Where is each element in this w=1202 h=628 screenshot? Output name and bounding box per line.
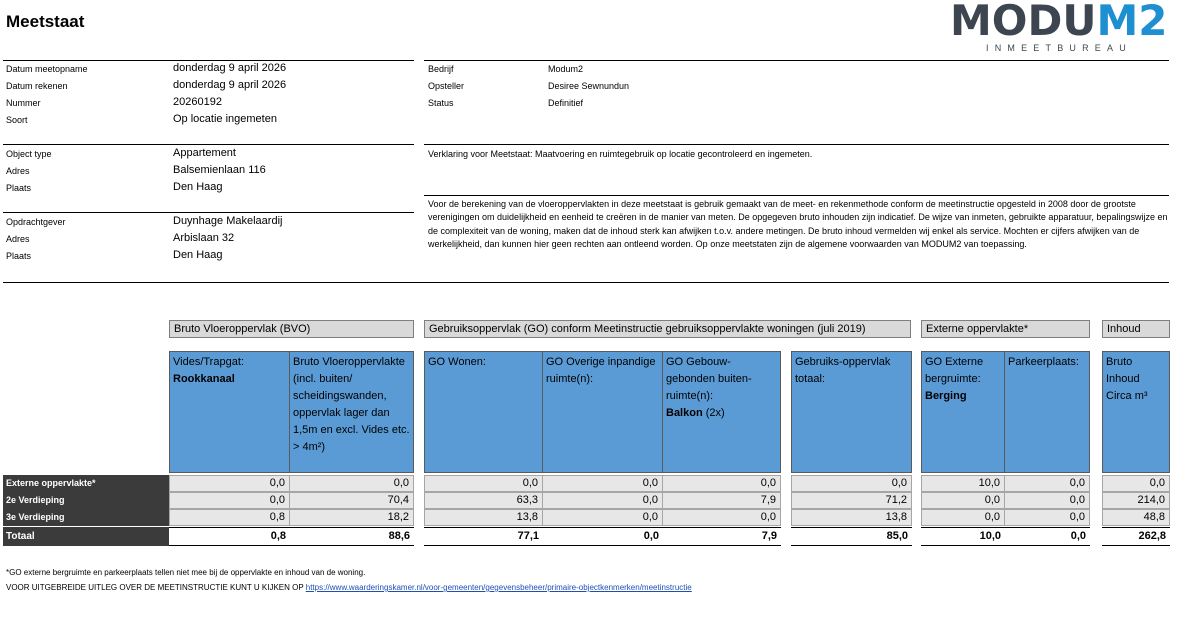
total-cell: 88,6 (289, 527, 414, 546)
info-label: Adres (6, 166, 30, 176)
col-parkeer: Parkeerplaats: (1004, 351, 1090, 473)
table-cell: 0,0 (1004, 509, 1090, 526)
info-value: Balsemienlaan 116 (173, 164, 266, 176)
table-cell: 70,4 (289, 492, 414, 509)
divider (424, 60, 1169, 61)
info-value: 20260192 (173, 96, 222, 108)
info-value: donderdag 9 april 2026 (173, 62, 287, 74)
col-go-overige: GO Overige inpandige ruimte(n): (542, 351, 663, 473)
instruction-line: VOOR UITGEBREIDE UITLEG OVER DE MEETINSTRUCTIE KUNT U KIJKEN OP https://www.waarderingskamer.nl/voor-gemeenten/gegevensbeheer/primaire-objectkenmerken/meetinstructie (6, 583, 692, 592)
total-cell: 7,9 (662, 527, 781, 546)
total-cell: 262,8 (1102, 527, 1170, 546)
info-label: Opdrachtgever (6, 217, 66, 227)
info-label: Plaats (6, 251, 32, 261)
meetinstructie-link[interactable]: https://www.waarderingskamer.nl/voor-gemeenten/gegevensbeheer/primaire-objectkenmerken/meetinstructie (305, 583, 692, 592)
table-cell: 0,0 (542, 492, 663, 509)
info-label: Datum rekenen (6, 81, 68, 91)
logo-subtitle: INMEETBUREAU (986, 43, 1132, 53)
divider (3, 144, 414, 145)
table-cell: 71,2 (791, 492, 912, 509)
table-cell: 63,3 (424, 492, 543, 509)
table-cell: 13,8 (791, 509, 912, 526)
info-label: Object type (6, 149, 52, 159)
info-label: Opsteller (428, 81, 465, 91)
info-label: Adres (6, 234, 30, 244)
total-label: Totaal (3, 527, 169, 546)
col-vides: Vides/Trapgat: Rookkanaal (169, 351, 290, 473)
table-cell: 10,0 (921, 475, 1005, 492)
table-cell: 0,8 (169, 509, 290, 526)
modum2-logo (950, 0, 1168, 56)
table-cell: 0,0 (1004, 492, 1090, 509)
total-cell: 0,8 (169, 527, 290, 546)
divider (424, 195, 1169, 196)
table-cell: 0,0 (542, 509, 663, 526)
total-cell: 0,0 (542, 527, 663, 546)
info-label: Plaats (6, 183, 32, 193)
info-label: Soort (6, 115, 28, 125)
divider (3, 60, 414, 61)
info-value: Desiree Sewnundun (548, 81, 630, 91)
col-go-extern: GO Externe bergruimte: Berging (921, 351, 1005, 473)
info-value: Modum2 (548, 64, 584, 74)
page-title: Meetstaat (6, 12, 85, 31)
disclaimer-text: Voor de berekening van de vloeroppervlakten in deze meetstaat is gebruik gemaakt van de meet- en rekenmethode conform de meetinstructie opgesteld in 2008 door de grootste verenigingen om duidelijkheid en eenheid te creëren in de manier van meten. De opgegeven bruto inhouden zijn indicatief. De wijze van inmeten, gebruikte apparatuur, bepalingswijze en de complexiteit van de woning, maken dat de inhoud sterk kan afwijken t.o.v. andere metingen. De bruto inhoud vermelden wij enkel als service. Mochten er cijfers afwijken van de werkelijkheid, dan kunnen hier geen rechten aan ontleend worden. Op onze meetstaten zijn de algemene voorwaarden van MODUM2 van toepassing. (428, 199, 1168, 250)
table-cell: 0,0 (169, 492, 290, 509)
col-go-gebouw: GO Gebouw-gebonden buiten-ruimte(n): Balkon (2x) (662, 351, 781, 473)
divider (424, 144, 1169, 145)
table-cell: 0,0 (169, 475, 290, 492)
info-label: Nummer (6, 98, 41, 108)
external-group-header: Externe oppervlakte* (921, 320, 1090, 338)
col-bruto-vloer: Bruto Vloeroppervlakte (incl. buiten/ scheidingswanden, oppervlak lager dan 1,5m en excl. Vides etc. > 4m²) (289, 351, 414, 473)
table-cell: 18,2 (289, 509, 414, 526)
info-value: donderdag 9 april 2026 (173, 79, 287, 91)
verklaring-text: Verklaring voor Meetstaat: Maatvoering en ruimtegebruik op locatie gecontroleerd en ingemeten. (428, 149, 813, 159)
info-value: Duynhage Makelaardij (173, 215, 283, 227)
table-cell: 0,0 (921, 492, 1005, 509)
table-cell: 0,0 (289, 475, 414, 492)
table-cell: 0,0 (1102, 475, 1170, 492)
volume-group-header: Inhoud (1102, 320, 1170, 338)
info-value: Den Haag (173, 249, 223, 261)
logo-blue-text: M2 (1096, 0, 1168, 45)
table-cell: 214,0 (1102, 492, 1170, 509)
info-value: Definitief (548, 98, 584, 108)
row-label: Externe oppervlakte* (3, 475, 169, 492)
info-value: Arbislaan 32 (173, 232, 235, 244)
table-cell: 0,0 (921, 509, 1005, 526)
col-inhoud: Bruto Inhoud Circa m³ (1102, 351, 1170, 473)
table-cell: 48,8 (1102, 509, 1170, 526)
total-cell: 85,0 (791, 527, 912, 546)
info-value: Op locatie ingemeten (173, 113, 277, 125)
table-cell: 13,8 (424, 509, 543, 526)
bvo-group-header: Bruto Vloeroppervlak (BVO) (169, 320, 414, 338)
total-cell: 10,0 (921, 527, 1005, 546)
table-cell: 0,0 (662, 509, 781, 526)
row-label: 2e Verdieping (3, 492, 169, 509)
footnote: *GO externe bergruimte en parkeerplaats tellen niet mee bij de oppervlakte en inhoud van de woning. (6, 568, 366, 577)
col-go-wonen: GO Wonen: (424, 351, 543, 473)
info-value: Den Haag (173, 181, 223, 193)
table-cell: 0,0 (1004, 475, 1090, 492)
table-cell: 7,9 (662, 492, 781, 509)
total-cell: 77,1 (424, 527, 543, 546)
info-label: Status (428, 98, 454, 108)
table-cell: 0,0 (424, 475, 543, 492)
table-cell: 0,0 (662, 475, 781, 492)
info-value: Appartement (173, 147, 236, 159)
table-cell: 0,0 (542, 475, 663, 492)
divider (3, 212, 414, 213)
go-group-header: Gebruiksoppervlak (GO) conform Meetinstructie gebruiksoppervlakte woningen (juli 2019) (424, 320, 911, 338)
logo-dark-text: MODU (950, 0, 1097, 45)
info-label: Bedrijf (428, 64, 454, 74)
table-cell: 0,0 (791, 475, 912, 492)
col-go-totaal: Gebruiks-oppervlak totaal: (791, 351, 912, 473)
row-label: 3e Verdieping (3, 509, 169, 526)
info-label: Datum meetopname (6, 64, 88, 74)
divider (3, 282, 1169, 283)
total-cell: 0,0 (1004, 527, 1090, 546)
